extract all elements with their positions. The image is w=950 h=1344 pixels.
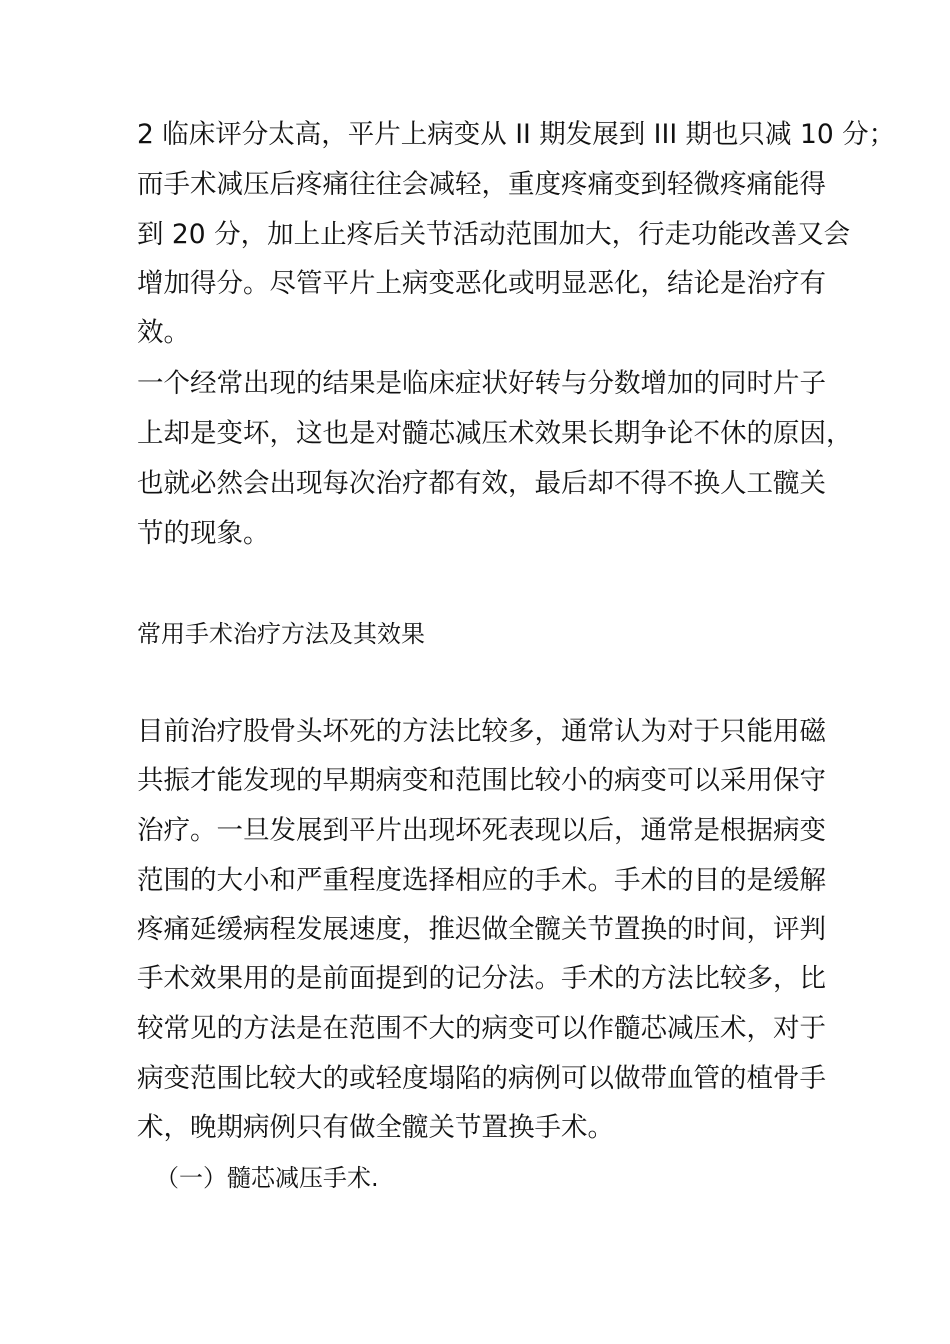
- text-line: 治疗。一旦发展到平片出现坏死表现以后，通常是根据病变: [137, 815, 826, 846]
- text-line: 也就必然会出现每次治疗都有效，最后却不得不换人工髋关: [137, 468, 826, 499]
- text-line: 效。: [137, 317, 190, 348]
- text-line: 较常见的方法是在范围不大的病变可以作髓芯减压术，对于: [137, 1013, 826, 1044]
- text-line: 疼痛延缓病程发展速度，推迟做全髋关节置换的时间，评判: [137, 914, 826, 945]
- text-line: 一个经常出现的结果是临床症状好转与分数增加的同时片子: [137, 368, 826, 399]
- text-line: 节的现象。: [137, 518, 270, 549]
- text-line: 增加得分。尽管平片上病变恶化或明显恶化，结论是治疗有: [137, 268, 826, 299]
- text-line: 而手术减压后疼痛往往会减轻，重度疼痛变到轻微疼痛能得: [137, 169, 826, 200]
- text-line: 术，晚期病例只有做全髋关节置换手术。: [137, 1112, 614, 1143]
- text-line: 2 临床评分太高，平片上病变从 II 期发展到 III 期也只减 10 分；: [137, 119, 896, 150]
- text-line: 共振才能发现的早期病变和范围比较小的病变可以采用保守: [137, 765, 826, 796]
- subsection-heading: （一）髓芯减压手术.: [155, 1164, 379, 1192]
- text-line: 手术效果用的是前面提到的记分法。手术的方法比较多，比: [137, 963, 826, 994]
- text-line: 到 20 分，加上止疼后关节活动范围加大，行走功能改善又会: [137, 219, 851, 250]
- text-line: 上却是变坏，这也是对髓芯减压术效果长期争论不休的原因，: [137, 418, 853, 449]
- text-line: 目前治疗股骨头坏死的方法比较多，通常认为对于只能用磁: [137, 716, 826, 747]
- section-heading: 常用手术治疗方法及其效果: [137, 620, 425, 648]
- text-line: 病变范围比较大的或轻度塌陷的病例可以做带血管的植骨手: [137, 1063, 826, 1094]
- text-line: 范围的大小和严重程度选择相应的手术。手术的目的是缓解: [137, 865, 826, 896]
